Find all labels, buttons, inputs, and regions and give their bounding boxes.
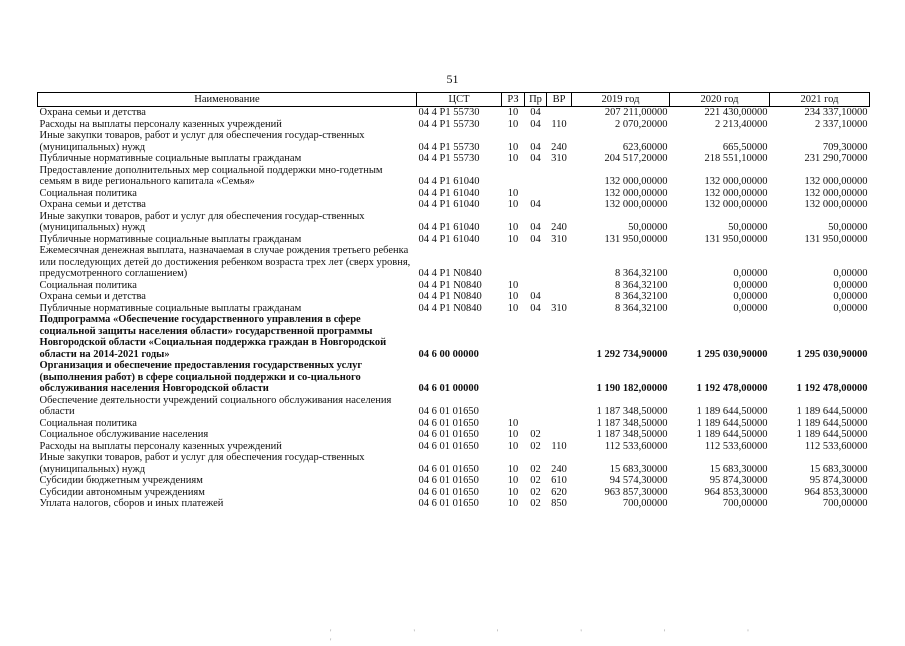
cell-cst: 04 6 01 01650 [418, 406, 479, 417]
cell-vr: 110 [551, 440, 567, 452]
cell-2020: 1 295 030,90000 [696, 348, 768, 360]
cell-rz [502, 360, 525, 395]
cell-2020: 964 853,30000 [704, 486, 768, 498]
cell-vr: 240 [551, 222, 567, 233]
cell-vr [547, 418, 572, 430]
cell-name: Социальная политика [39, 417, 137, 429]
cell-rz: 10 [507, 417, 519, 429]
cell-vr [547, 165, 572, 188]
cell-2019: 207 211,00000 [604, 107, 668, 118]
cell-name: Социальная политика [39, 279, 137, 291]
cell-2019: 8 364,32100 [615, 279, 668, 291]
cell-2020: 2 213,40000 [715, 118, 768, 130]
cell-pr: 02 [530, 475, 541, 486]
cell-2021: 1 189 644,50000 [796, 417, 868, 429]
cell-2019: 112 533,60000 [604, 440, 668, 452]
cell-rz: 10 [507, 463, 519, 475]
cell-cst: 04 4 P1 N0840 [418, 268, 482, 279]
cell-2019: 132 000,00000 [604, 199, 668, 210]
cell-name: Субсидии автономным учреждениям [39, 486, 205, 498]
table-row [38, 153, 870, 165]
cell-vr [547, 245, 572, 280]
table-row [38, 211, 870, 234]
cell-2019: 131 950,00000 [604, 233, 668, 245]
cell-name: Иные закупки товаров, работ и услуг для обеспечения государ-ственных (муниципальных) нужд [39, 130, 365, 153]
cell-pr: 04 [530, 233, 541, 245]
cell-rz: 10 [507, 291, 519, 302]
cell-2019: 1 187 348,50000 [596, 429, 668, 440]
cell-2021: 1 189 644,50000 [796, 429, 868, 440]
cell-2020: 15 683,30000 [709, 463, 768, 475]
cell-pr: 04 [530, 107, 541, 118]
cell-pr: 02 [530, 463, 541, 475]
cell-2019: 2 070,20000 [615, 118, 668, 130]
cell-cst: 04 6 01 00000 [418, 383, 479, 394]
table-row [38, 130, 870, 153]
budget-table [37, 92, 870, 510]
cell-pr: 04 [530, 291, 541, 302]
cell-vr [547, 199, 572, 211]
cell-rz: 10 [507, 233, 519, 245]
cell-2021: 1 192 478,00000 [796, 383, 868, 394]
cell-rz: 10 [507, 486, 519, 498]
cell-vr [547, 188, 572, 200]
cell-cst: 04 4 P1 55730 [418, 107, 480, 118]
cell-2021: 709,30000 [822, 141, 868, 153]
cell-pr [525, 188, 547, 200]
cell-pr [525, 395, 547, 418]
cell-2020: 1 189 644,50000 [696, 417, 768, 429]
table-row [38, 280, 870, 292]
cell-2019: 8 364,32100 [615, 268, 668, 279]
table-row [38, 188, 870, 200]
cell-2021: 131 950,00000 [804, 233, 868, 245]
cell-2019: 1 190 182,00000 [596, 383, 668, 394]
cell-rz: 10 [507, 118, 519, 130]
cell-name: Предоставление дополнительных мер социальной поддержки мно-годетным семьям в виде регионального капитала «Семья» [39, 164, 383, 187]
table-row [38, 234, 870, 246]
table-row [38, 165, 870, 188]
cell-2021: 132 000,00000 [804, 176, 868, 187]
cell-name: Расходы на выплаты персоналу казенных учреждений [39, 118, 282, 130]
header-cst: ЦСТ [417, 93, 502, 107]
table-header-row [38, 93, 870, 107]
cell-2019: 1 187 348,50000 [596, 417, 668, 429]
cell-2019: 963 857,30000 [604, 486, 668, 498]
cell-2019: 8 364,32100 [615, 291, 668, 302]
cell-rz [502, 245, 525, 280]
cell-2021: 700,00000 [822, 498, 868, 509]
cell-2020: 0,00000 [733, 291, 768, 302]
cell-2020: 0,00000 [733, 302, 768, 314]
cell-rz [502, 165, 525, 188]
cell-2020: 665,50000 [722, 141, 768, 153]
cell-2020: 700,00000 [722, 498, 768, 509]
cell-cst: 04 6 01 01650 [418, 475, 479, 486]
cell-rz: 10 [507, 302, 519, 314]
cell-pr [525, 360, 547, 395]
cell-2021: 0,00000 [833, 291, 868, 302]
table-body [38, 107, 870, 510]
cell-pr: 04 [530, 141, 541, 153]
cell-rz [502, 314, 525, 360]
cell-cst: 04 4 P1 61040 [418, 222, 480, 233]
cell-rz: 10 [507, 498, 519, 509]
table-row [38, 314, 870, 360]
cell-vr: 310 [551, 233, 567, 245]
header-2021: 2021 год [770, 93, 870, 107]
cell-rz: 10 [507, 440, 519, 452]
header-2019: 2019 год [572, 93, 670, 107]
cell-rz: 10 [507, 187, 519, 199]
header-vr: ВР [547, 93, 572, 107]
cell-name: Обеспечение деятельности учреждений социального обслуживания населения области [39, 394, 392, 417]
cell-pr: 04 [530, 199, 541, 210]
cell-cst: 04 4 P1 55730 [418, 153, 480, 164]
cell-2021: 0,00000 [833, 302, 868, 314]
cell-cst: 04 6 01 01650 [418, 440, 479, 452]
cell-rz: 10 [507, 153, 519, 164]
cell-2021: 231 290,70000 [804, 153, 868, 164]
cell-name: Иные закупки товаров, работ и услуг для обеспечения государ-ственных (муниципальных) нужд [39, 210, 365, 233]
cell-2021: 132 000,00000 [804, 199, 868, 210]
header-2020: 2020 год [670, 93, 770, 107]
cell-cst: 04 6 01 01650 [418, 417, 479, 429]
cell-vr [547, 107, 572, 119]
cell-2021: 0,00000 [833, 279, 868, 291]
cell-2021: 234 337,10000 [804, 107, 868, 118]
table-row [38, 107, 870, 119]
cell-name: Публичные нормативные социальные выплаты гражданам [39, 153, 302, 164]
cell-pr: 02 [530, 498, 541, 509]
page-number: 51 [446, 72, 459, 86]
cell-2021: 964 853,30000 [804, 486, 868, 498]
cell-2020: 132 000,00000 [704, 187, 768, 199]
cell-name: Расходы на выплаты персоналу казенных учреждений [39, 440, 282, 452]
cell-cst: 04 4 P1 N0840 [418, 279, 482, 291]
cell-vr: 310 [551, 302, 567, 314]
cell-pr: 04 [530, 118, 541, 130]
cell-name: Публичные нормативные социальные выплаты гражданам [39, 302, 302, 314]
cell-2020: 50,00000 [728, 222, 768, 233]
cell-vr: 240 [551, 141, 567, 153]
cell-vr: 240 [551, 463, 567, 475]
cell-pr [525, 245, 547, 280]
cell-pr: 02 [530, 440, 541, 452]
cell-name: Охрана семьи и детства [39, 107, 146, 118]
cell-pr [525, 418, 547, 430]
cell-pr: 04 [530, 302, 541, 314]
cell-pr [525, 280, 547, 292]
cell-name: Охрана семьи и детства [39, 199, 146, 210]
cell-2019: 8 364,32100 [615, 302, 668, 314]
cell-rz: 10 [507, 475, 519, 486]
cell-vr: 310 [551, 153, 567, 164]
cell-cst: 04 4 P1 61040 [418, 233, 480, 245]
cell-2019: 1 292 734,90000 [596, 348, 668, 360]
cell-vr: 110 [551, 118, 567, 130]
cell-2020: 0,00000 [733, 268, 768, 279]
header-rz: РЗ [502, 93, 525, 107]
cell-cst: 04 6 00 00000 [418, 348, 479, 360]
table-row [38, 119, 870, 131]
cell-2021: 15 683,30000 [809, 463, 868, 475]
cell-name: Уплата налогов, сборов и иных платежей [39, 498, 224, 509]
table-row [38, 245, 870, 280]
cell-2020: 0,00000 [733, 279, 768, 291]
cell-2019: 1 187 348,50000 [596, 406, 668, 417]
cell-vr: 610 [551, 475, 567, 486]
cell-pr: 04 [530, 222, 541, 233]
cell-2021: 0,00000 [833, 268, 868, 279]
cell-2021: 112 533,60000 [804, 440, 868, 452]
cell-cst: 04 6 01 01650 [418, 463, 479, 475]
table-row [38, 452, 870, 475]
cell-name: Охрана семьи и детства [39, 291, 146, 302]
cell-name: Ежемесячная денежная выплата, назначаемая в случае рождения третьего ребенка или последующих детей до достижения ребенком возраста трех лет (сверх уровня, предусмотренного соглашением) [39, 245, 411, 279]
table-row [38, 303, 870, 315]
table-row [38, 291, 870, 303]
cell-2021: 1 189 644,50000 [796, 406, 868, 417]
table-row [38, 418, 870, 430]
cell-vr [547, 360, 572, 395]
cell-cst: 04 4 P1 55730 [418, 118, 480, 130]
cell-cst: 04 4 P1 N0840 [418, 291, 482, 302]
cell-2021: 95 874,30000 [809, 475, 868, 486]
cell-2021: 132 000,00000 [804, 187, 868, 199]
scan-artifacts: ' ' ' ' ' ' ' [330, 628, 789, 646]
table-row [38, 487, 870, 499]
table-row [38, 395, 870, 418]
cell-vr [547, 314, 572, 360]
cell-2020: 221 430,00000 [704, 107, 768, 118]
cell-rz: 10 [507, 222, 519, 233]
cell-rz [502, 395, 525, 418]
cell-2020: 1 192 478,00000 [696, 383, 768, 394]
cell-name: Иные закупки товаров, работ и услуг для обеспечения государ-ственных (муниципальных) нужд [39, 452, 365, 475]
cell-2021: 50,00000 [828, 222, 868, 233]
cell-name: Публичные нормативные социальные выплаты гражданам [39, 233, 302, 245]
cell-name: Подпрограмма «Обеспечение государственного управления в сфере социальной защиты населения области» государственной программы Новгородской области «Социальная поддержка граждан в Новгородской области на 2014-2021 годы» [39, 314, 387, 360]
cell-2019: 204 517,20000 [604, 153, 668, 164]
cell-2020: 95 874,30000 [709, 475, 768, 486]
cell-cst: 04 4 P1 N0840 [418, 302, 482, 314]
table-row [38, 498, 870, 510]
cell-rz: 10 [507, 429, 519, 440]
cell-vr [547, 280, 572, 292]
cell-cst: 04 6 01 01650 [418, 429, 479, 440]
header-pr: Пр [525, 93, 547, 107]
cell-cst: 04 4 P1 61040 [418, 176, 480, 187]
cell-name: Субсидии бюджетным учреждениям [39, 475, 203, 486]
cell-pr [525, 165, 547, 188]
cell-vr [547, 395, 572, 418]
cell-2019: 700,00000 [622, 498, 668, 509]
cell-2020: 131 950,00000 [704, 233, 768, 245]
cell-name: Организация и обеспечение предоставления государственных услуг (выполнения работ) в сфере социальной поддержки и со-циального обслуживания населения Новгородской области [39, 360, 363, 394]
cell-2020: 132 000,00000 [704, 176, 768, 187]
cell-pr: 04 [530, 153, 541, 164]
header-name: Наименование [38, 93, 417, 107]
cell-cst: 04 6 01 01650 [418, 498, 479, 509]
cell-2020: 1 189 644,50000 [696, 406, 768, 417]
cell-vr: 620 [551, 486, 567, 498]
cell-vr [547, 291, 572, 303]
table-row [38, 360, 870, 395]
cell-name: Социальное обслуживание населения [39, 429, 209, 440]
cell-2019: 132 000,00000 [604, 187, 668, 199]
cell-2019: 15 683,30000 [609, 463, 668, 475]
cell-2019: 132 000,00000 [604, 176, 668, 187]
cell-vr [547, 429, 572, 441]
cell-2020: 132 000,00000 [704, 199, 768, 210]
cell-cst: 04 4 P1 55730 [418, 141, 480, 153]
cell-pr: 02 [530, 429, 541, 440]
cell-2019: 50,00000 [628, 222, 668, 233]
cell-name: Социальная политика [39, 187, 137, 199]
cell-rz: 10 [507, 107, 519, 118]
cell-pr: 02 [530, 486, 541, 498]
table-row [38, 441, 870, 453]
cell-2021: 1 295 030,90000 [796, 348, 868, 360]
cell-cst: 04 4 P1 61040 [418, 187, 480, 199]
cell-2020: 112 533,60000 [704, 440, 768, 452]
cell-2020: 218 551,10000 [704, 153, 768, 164]
cell-2019: 94 574,30000 [609, 475, 668, 486]
cell-2021: 2 337,10000 [815, 118, 868, 130]
cell-vr: 850 [551, 498, 567, 509]
table-row [38, 199, 870, 211]
cell-cst: 04 6 01 01650 [418, 486, 479, 498]
cell-rz: 10 [507, 141, 519, 153]
cell-rz: 10 [507, 199, 519, 210]
cell-cst: 04 4 P1 61040 [418, 199, 480, 210]
cell-rz: 10 [507, 279, 519, 291]
cell-pr [525, 314, 547, 360]
table-row [38, 429, 870, 441]
cell-2020: 1 189 644,50000 [696, 429, 768, 440]
cell-2019: 623,60000 [622, 141, 668, 153]
table-row [38, 475, 870, 487]
